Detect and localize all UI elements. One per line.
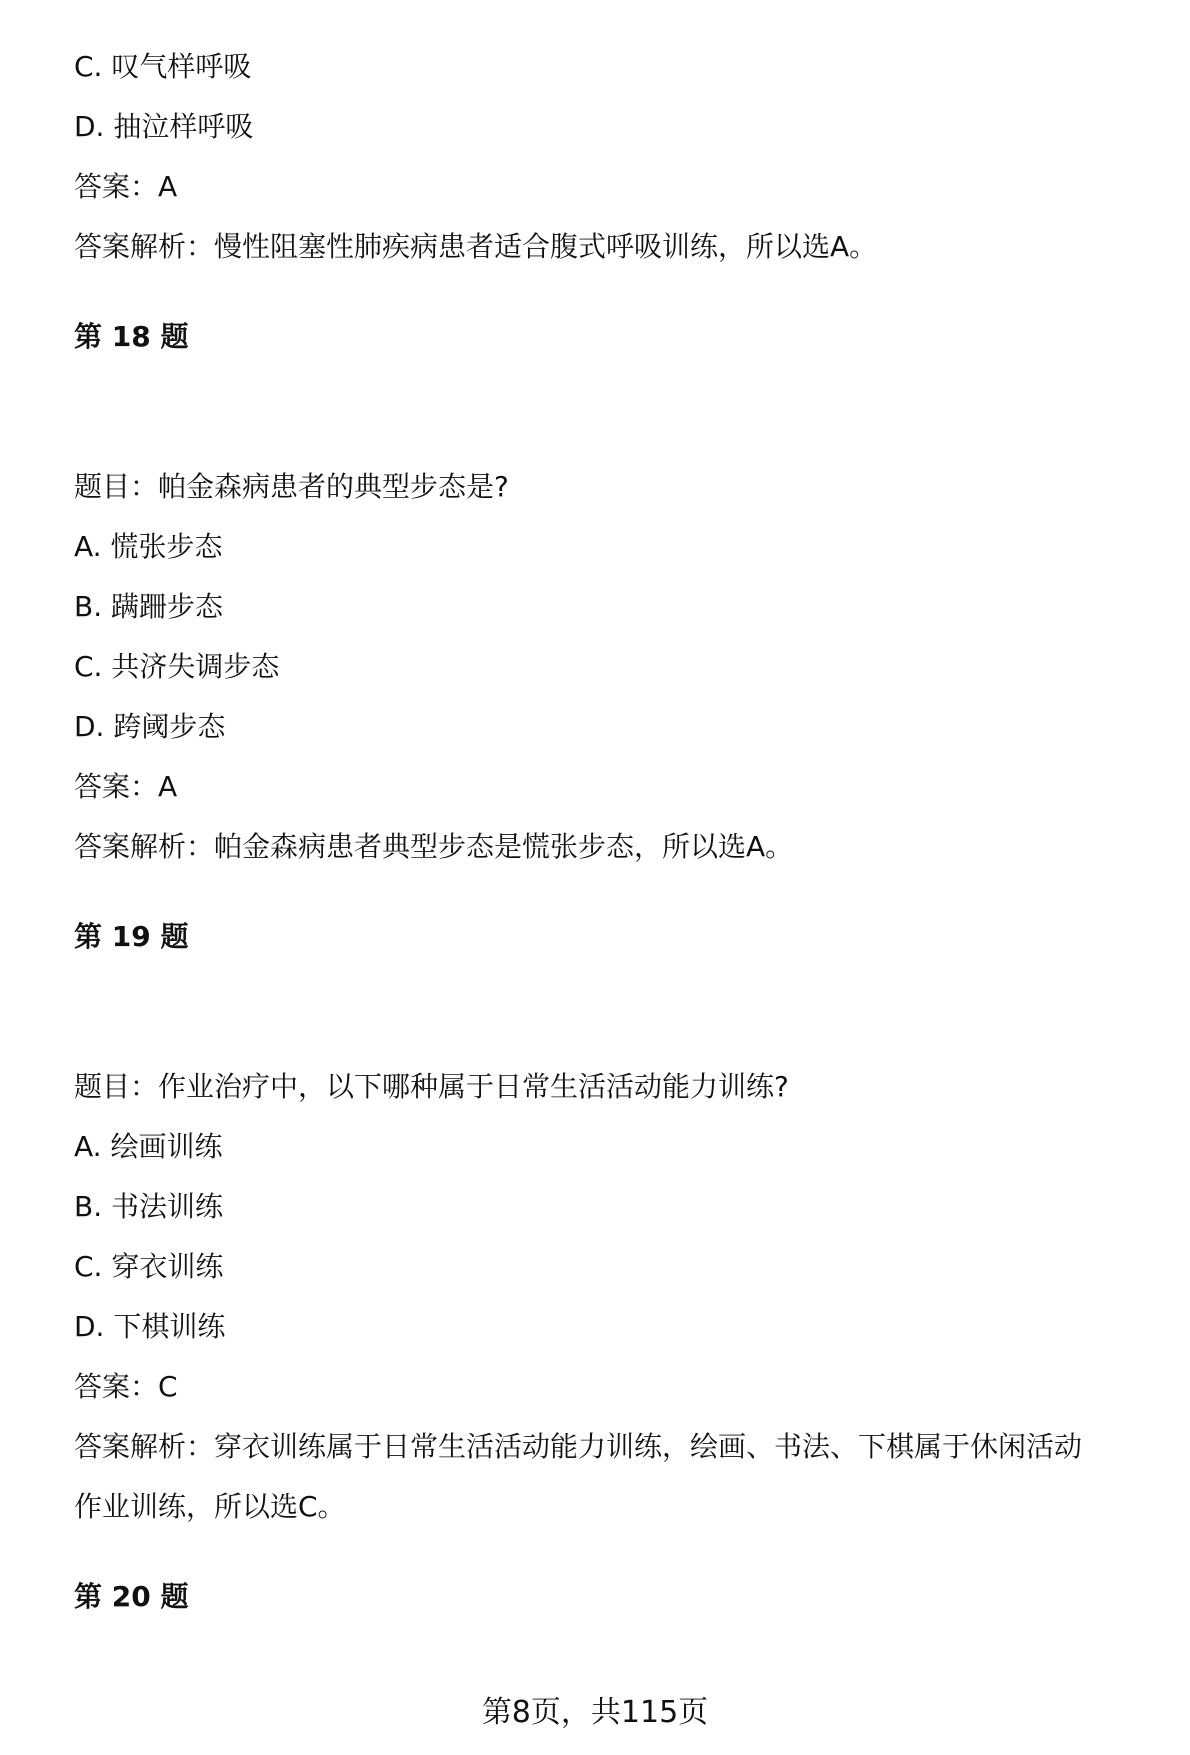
question-19-answer: 答案：C: [74, 1370, 178, 1403]
question-19-option-a: A. 绘画训练: [74, 1130, 223, 1163]
question-19-text: 题目：作业治疗中，以下哪种属于日常生活活动能力训练?: [74, 1070, 789, 1103]
question-18-option-c: C. 共济失调步态: [74, 650, 280, 683]
question-18-explanation: 答案解析：帕金森病患者典型步态是慌张步态，所以选A。: [74, 830, 794, 863]
question-18-heading: 第 18 题: [74, 320, 189, 353]
question-18-text: 题目：帕金森病患者的典型步态是?: [74, 470, 509, 503]
answer: 答案：A: [74, 170, 178, 203]
question-19-heading: 第 19 题: [74, 920, 189, 953]
question-18-option-a: A. 慌张步态: [74, 530, 223, 563]
option-d: D. 抽泣样呼吸: [74, 110, 254, 143]
question-18-option-b: B. 蹒跚步态: [74, 590, 224, 623]
question-19-explanation-line1: 答案解析：穿衣训练属于日常生活活动能力训练，绘画、书法、下棋属于休闲活动: [74, 1430, 1083, 1463]
question-19-option-c: C. 穿衣训练: [74, 1250, 224, 1283]
question-18-option-d: D. 跨阈步态: [74, 710, 226, 743]
question-19-option-b: B. 书法训练: [74, 1190, 224, 1223]
question-19-option-d: D. 下棋训练: [74, 1310, 226, 1343]
question-18-answer: 答案：A: [74, 770, 178, 803]
option-c: C. 叹气样呼吸: [74, 50, 252, 83]
question-20-heading: 第 20 题: [74, 1580, 189, 1613]
answer-explanation: 答案解析：慢性阻塞性肺疾病患者适合腹式呼吸训练，所以选A。: [74, 230, 878, 263]
question-19-explanation-line2: 作业训练，所以选C。: [74, 1490, 346, 1523]
page-number-footer: 第8页，共115页: [481, 1695, 709, 1730]
